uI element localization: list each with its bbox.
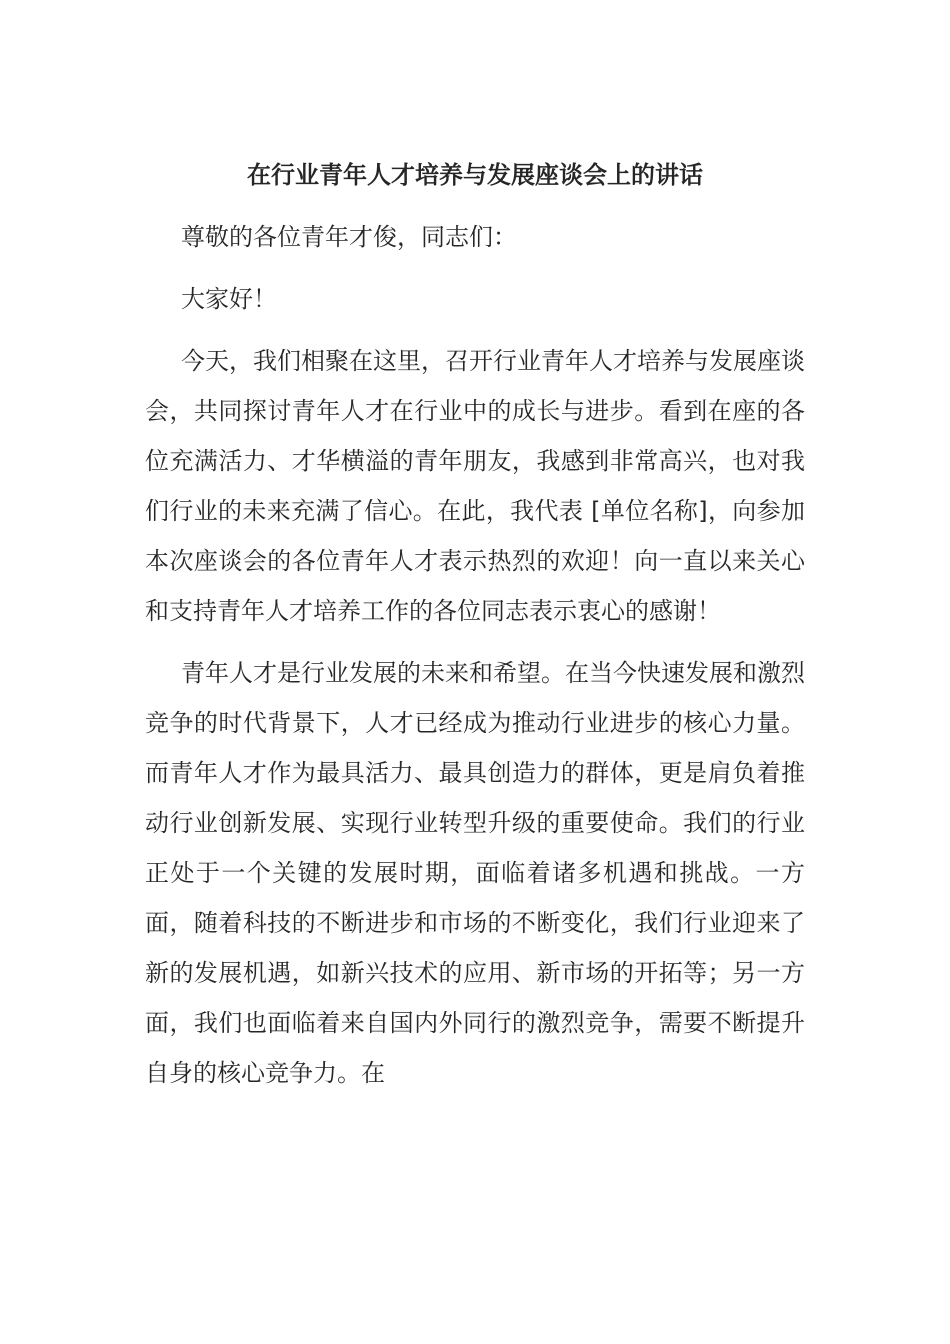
document-body <box>145 150 805 1110</box>
greeting: 大家好！ <box>181 285 277 313</box>
document-title: 在行业青年人才培养与发展座谈会上的讲话 <box>247 161 703 189</box>
paragraph-1: 今天，我们相聚在这里，召开行业青年人才培养与发展座谈会，共同探讨青年人才在行业中的成长与进步。看到在座的各位充满活力、才华横溢的青年朋友，我感到非常高兴，也对我们行业的未来充满了信心。在此，我代表 [单位名称]，向参加本次座谈会的各位青年人才表示热烈的欢迎！向一直以来关心和支持青年人才培养工作的各位同志表示衷心的感谢！ <box>145 347 805 625</box>
paragraph-2: 青年人才是行业发展的未来和希望。在当今快速发展和激烈竞争的时代背景下，人才已经成为推动行业进步的核心力量。而青年人才作为最具活力、最具创造力的群体，更是肩负着推动行业创新发展、实现行业转型升级的重要使命。我们的行业正处于一个关键的发展时期，面临着诸多机遇和挑战。一方面，随着科技的不断进步和市场的不断变化，我们行业迎来了新的发展机遇，如新兴技术的应用、新市场的开拓等；另一方面，我们也面临着来自国内外同行的激烈竞争，需要不断提升自身的核心竞争力。在 <box>145 659 805 1087</box>
salutation: 尊敬的各位青年才俊，同志们： <box>181 223 517 251</box>
